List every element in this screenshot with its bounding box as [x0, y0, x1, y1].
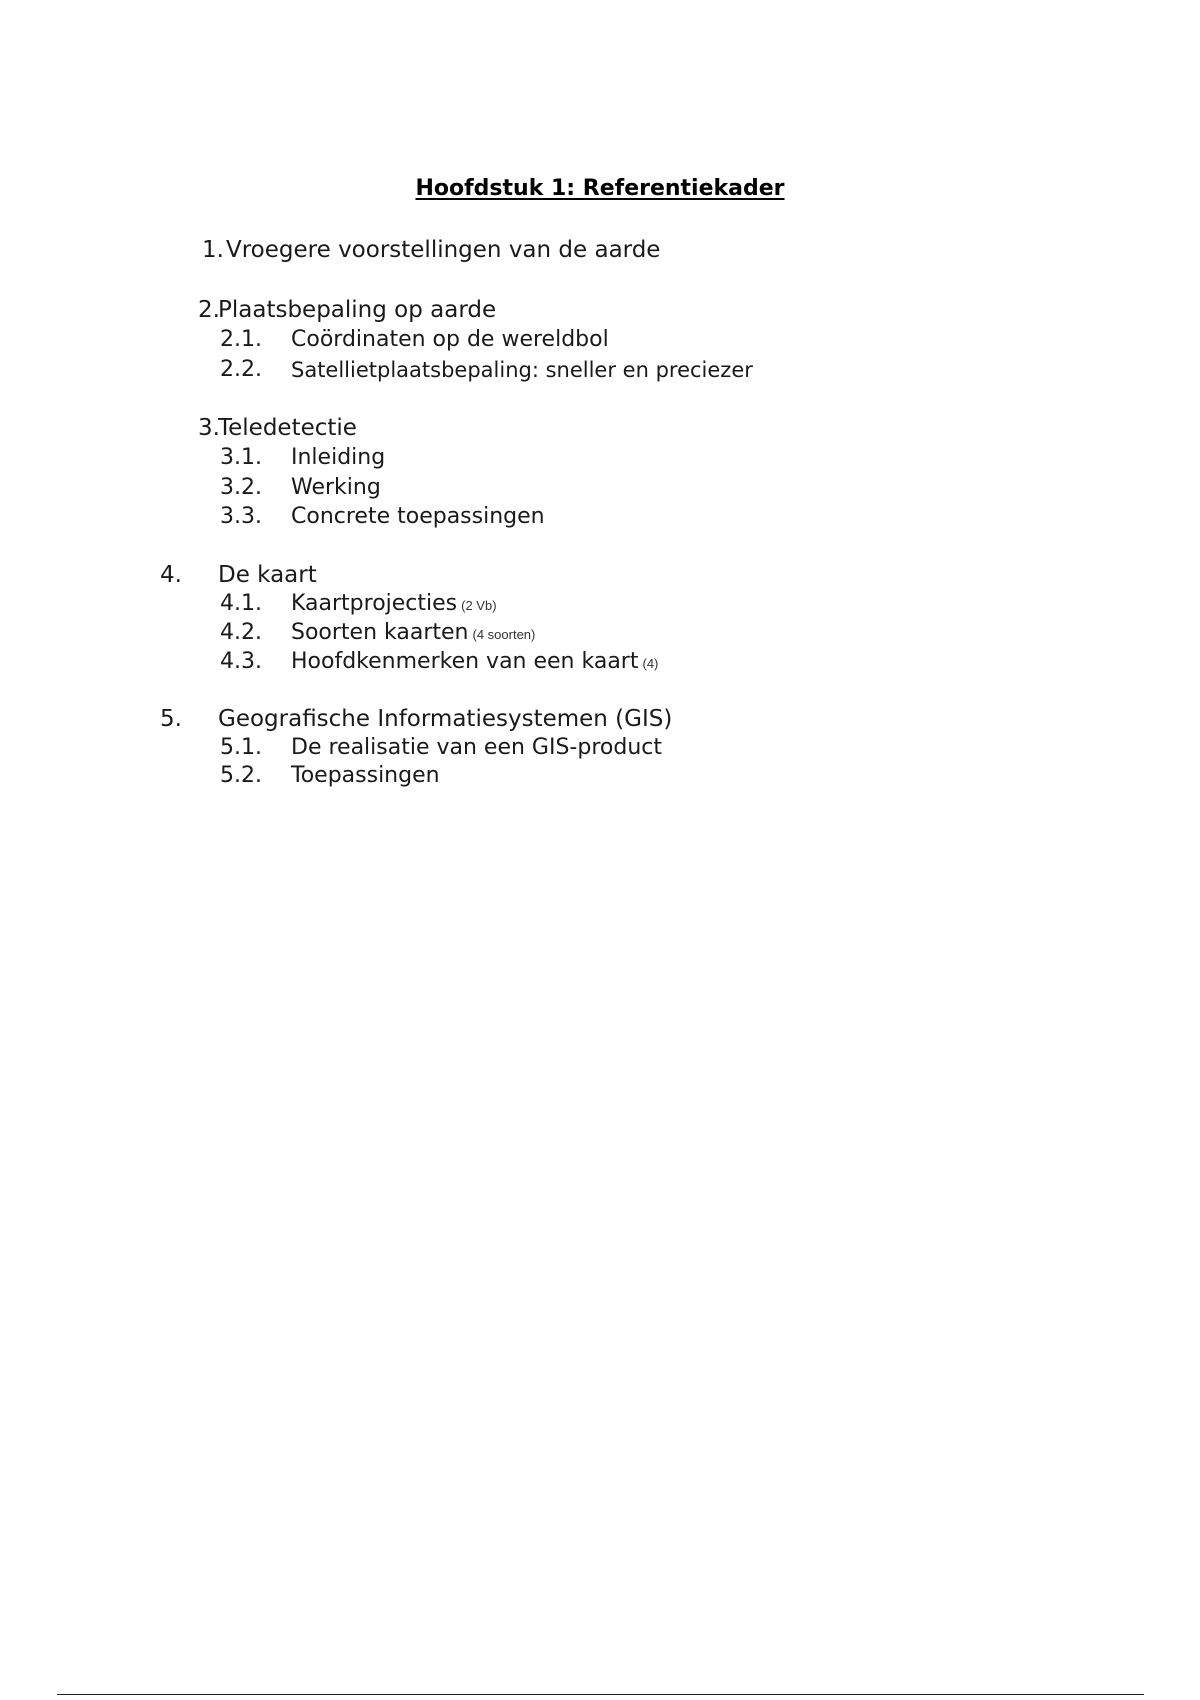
subsection-number: 3.2. — [220, 475, 262, 500]
subsection-label: Werking — [291, 475, 381, 500]
subsection-text — [291, 591, 497, 619]
section-label: Teledetectie — [218, 415, 357, 441]
subsection-label: Concrete toepassingen — [291, 504, 545, 529]
subsection-number: 4.2. — [220, 620, 262, 645]
subsection-number: 5.2. — [220, 763, 262, 788]
subsection-number: 3.3. — [220, 504, 262, 529]
section-label: Geografische Informatiesystemen (GIS) — [218, 706, 673, 732]
subsection-label: Inleiding — [291, 445, 386, 470]
subsection-note: (4) — [642, 656, 659, 671]
subsection-label: Hoofdkenmerken van een kaart — [291, 649, 639, 674]
subsection-label: Kaartprojecties — [291, 591, 458, 616]
subsection-label: Coördinaten op de wereldbol — [291, 327, 609, 352]
subsection-note: (4 soorten) — [472, 627, 536, 642]
section-number: 2. — [198, 297, 220, 323]
subsection-note: (2 Vb) — [461, 598, 497, 613]
section-number: 1. — [202, 237, 224, 263]
subsection-label: De realisatie van een GIS-product — [291, 735, 662, 760]
subsection-number: 2.1. — [220, 327, 262, 352]
subsection-label: Toepassingen — [291, 763, 440, 788]
section-label: Plaatsbepaling op aarde — [218, 297, 497, 323]
subsection-number: 4.1. — [220, 591, 262, 616]
subsection-label: Soorten kaarten — [291, 620, 469, 645]
section-number: 4. — [160, 562, 182, 588]
subsection-label: Satellietplaatsbepaling: sneller en preciezer — [291, 358, 753, 382]
page-title: Hoofdstuk 1: Referentiekader — [415, 176, 785, 201]
subsection-text — [291, 649, 658, 677]
footer-divider — [57, 1694, 1144, 1695]
subsection-text — [291, 620, 535, 648]
subsection-number: 4.3. — [220, 649, 262, 674]
subsection-number: 2.2. — [220, 357, 262, 382]
section-label: De kaart — [218, 562, 317, 588]
section-number: 5. — [160, 706, 182, 732]
section-label: Vroegere voorstellingen van de aarde — [226, 237, 661, 263]
subsection-number: 3.1. — [220, 445, 262, 470]
section-number: 3. — [198, 415, 220, 441]
subsection-number: 5.1. — [220, 735, 262, 760]
